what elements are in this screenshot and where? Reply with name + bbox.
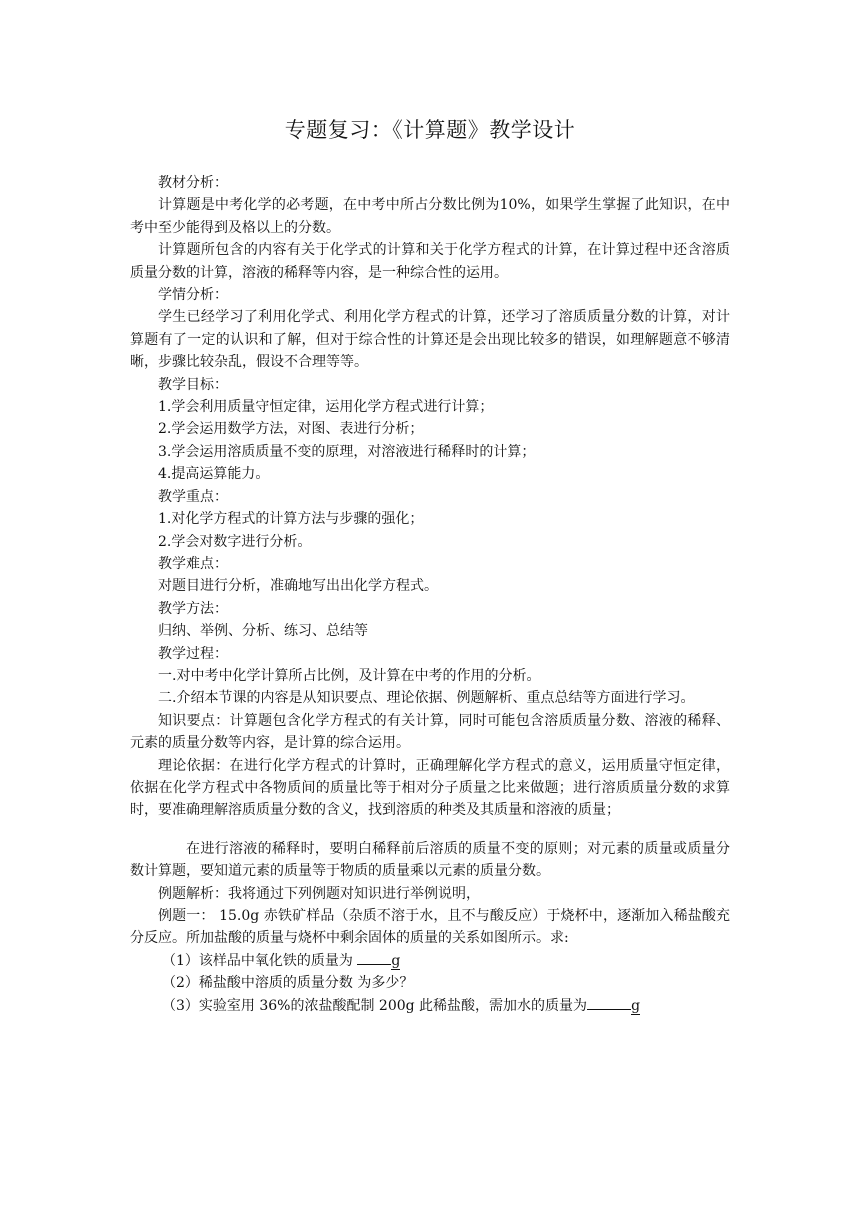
key-point-item-2: 2.学会对数字进行分析。 [158,533,312,550]
goal-item-1: 1.学会利用质量守恒定律，运用化学方程式进行计算； [158,399,494,416]
question-3 [130,995,730,1017]
paragraph-example-intro: 例题解析：我将通过下列例题对知识进行举例说明， [158,885,480,902]
heading-teaching-methods: 教学方法： [158,600,228,617]
document-title: 专题复习：《计算题》教学设计 [284,118,576,142]
process-item-2: 二.介绍本节课的内容是从知识要点、理论依据、例题解析、重点总结等方面进行学习。 [158,690,695,707]
heading-teaching-process: 教学过程： [158,645,228,662]
heading-textbook-analysis: 教材分析： [158,175,228,191]
key-point-item-1: 1.对化学方程式的计算方法与步骤的强化； [158,511,424,528]
paragraph-teaching-methods: 归纳、举例、分析、练习、总结等 [158,623,368,640]
answer-blank-1 [357,964,391,965]
process-item-1: 一.对中考中化学计算所占比例，及计算在中考的作用的分析。 [158,667,541,684]
document-body [130,172,730,1017]
question-3-unit: g [631,997,641,1014]
heading-key-points: 教学重点： [158,488,228,505]
paragraph-difficulties: 对题目进行分析，准确地写出出化学方程式。 [158,578,438,595]
question-3-text: （3）实验室用 36%的浓盐酸配制 200g 此稀盐酸，需加水的质量为 [162,997,588,1014]
paragraph-textbook-analysis-2: 计算题所包含的内容有关于化学式的计算和关于化学方程式的计算，在计算过程中还含溶质质量分数的计算，溶液的稀释等内容，是一种综合性的运用。 [130,242,730,281]
question-1-unit: g [391,952,401,969]
paragraph-student-analysis: 学生已经学习了利用化学式、利用化学方程式的计算，还学习了溶质质量分数的计算，对计算题有了一定的认识和了解，但对于综合性的计算还是会出现比较多的错误，如理解题意不够清晰，步骤比较杂乱，假设不合理等等。 [130,309,730,371]
paragraph-knowledge-points: 知识要点：计算题包含化学方程式的有关计算，同时可能包含溶质质量分数、溶液的稀释、元素的质量分数等内容，是计算的综合运用。 [130,712,730,752]
goal-item-3: 3.学会运用溶质质量不变的原理，对溶液进行稀释时的计算； [158,443,536,460]
paragraph-theory-basis: 理论依据：在进行化学方程式的计算时，正确理解化学方程式的意义，运用质量守恒定律，依据在化学方程式中各物质间的质量比等于相对分子质量之比来做题；进行溶质质量分数的求算时，要准确理解溶质质量分数的含义，找到溶质的种类及其质量和溶液的质量； [130,757,730,819]
question-1 [130,950,730,972]
question-2: （2）稀盐酸中溶质的质量分数 为多少？ [162,975,414,992]
paragraph-example-one: 例题一： 15.0g 赤铁矿样品（杂质不溶于水，且不与酸反应）于烧杯中，逐渐加入稀盐酸充分反应。所加盐酸的质量与烧杯中剩余固体的质量的关系如图所示。求: [130,908,730,947]
answer-blank-3 [587,1009,631,1010]
heading-teaching-goals: 教学目标： [158,376,228,393]
heading-difficulties: 教学难点： [158,555,228,572]
goal-item-4: 4.提高运算能力。 [158,466,270,483]
goal-item-2: 2.学会运用数学方法，对图、表进行分析； [158,421,424,438]
paragraph-dilution: 在进行溶液的稀释时，要明白稀释前后溶质的质量不变的原则；对元素的质量或质量分数计算题，要知道元素的质量等于物质的质量乘以元素的质量分数。 [130,840,730,880]
question-1-text: （1）该样品中氧化铁的质量为 [162,952,358,969]
heading-student-analysis: 学情分析： [158,287,228,304]
paragraph-textbook-analysis-1: 计算题是中考化学的必考题，在中考中所占分数比例为10%，如果学生掌握了此知识，在中考中至少能得到及格以上的分数。 [130,197,730,236]
